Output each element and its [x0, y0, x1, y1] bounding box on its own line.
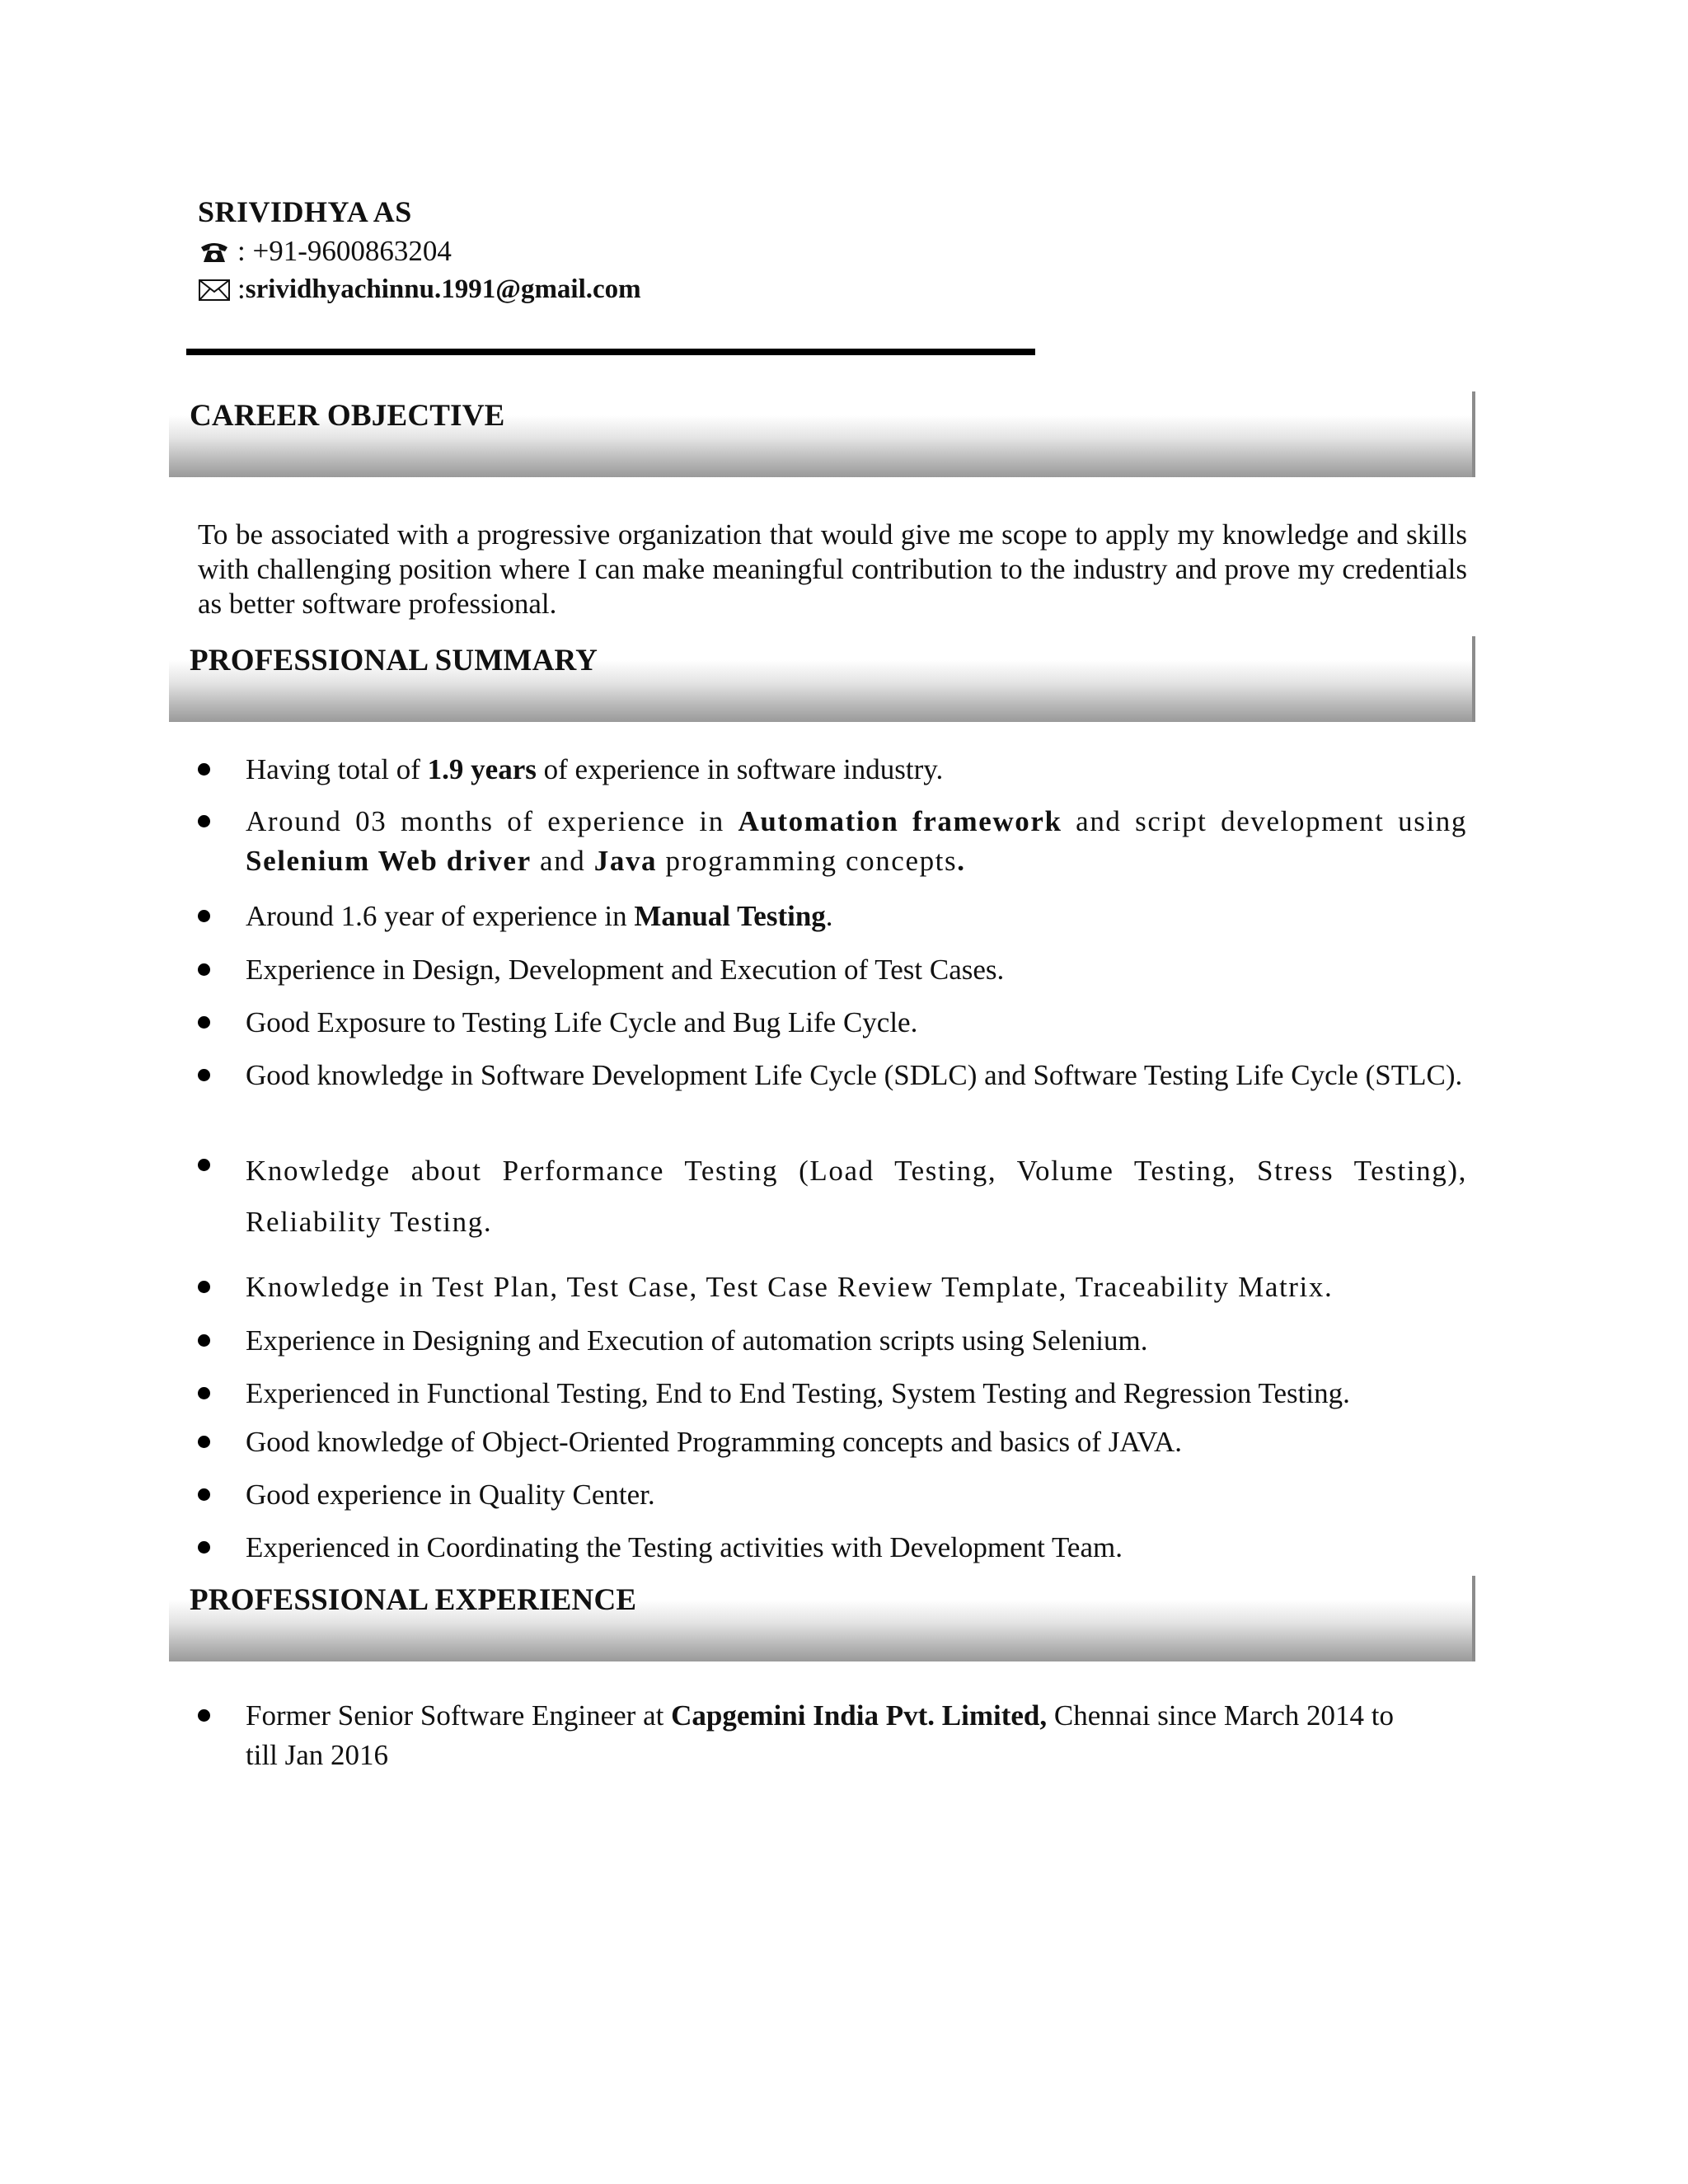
section-title: CAREER OBJECTIVE — [190, 399, 505, 433]
list-item: Former Senior Software Engineer at Capgemini India Pvt. Limited, Chennai since March 2014 to till Jan 2016 — [198, 1696, 1467, 1775]
bullet-icon — [198, 1541, 210, 1554]
list-item: Around 03 months of experience in Automation framework and script development using Selenium Web driver and Java programming concepts. — [198, 802, 1467, 881]
list-item: Good experience in Quality Center. — [198, 1475, 1467, 1515]
list-item: Experience in Design, Development and Execution of Test Cases. — [198, 950, 1467, 990]
bullet-icon — [198, 910, 210, 922]
bullet-icon — [198, 763, 210, 776]
section-title: PROFESSIONAL SUMMARY — [190, 644, 598, 677]
career-objective-text: To be associated with a progressive organization that would give me scope to apply my knowledge and skills with challenging position where I can make meaningful contribution to the industry and prove my credentials as better software professional. — [198, 518, 1467, 620]
bullet-icon — [198, 815, 210, 827]
bullet-icon — [198, 1281, 210, 1293]
bullet-icon — [198, 1334, 210, 1347]
envelope-icon — [198, 275, 231, 303]
bullet-icon — [198, 1069, 210, 1081]
telephone-icon — [198, 237, 231, 265]
bullet-icon — [198, 963, 210, 976]
phone-line — [198, 235, 452, 268]
phone-number: : +91-9600863204 — [237, 235, 452, 267]
list-item: Knowledge about Performance Testing (Load Testing, Volume Testing, Stress Testing), Reliability Testing. — [198, 1146, 1467, 1248]
bullet-icon — [198, 1436, 210, 1448]
list-item: Good knowledge of Object-Oriented Programming concepts and basics of JAVA. — [198, 1422, 1467, 1462]
bullet-icon — [198, 1159, 210, 1171]
bullet-icon — [198, 1488, 210, 1501]
section-title: PROFESSIONAL EXPERIENCE — [190, 1583, 637, 1617]
email-line — [198, 273, 641, 306]
bullet-icon — [198, 1387, 210, 1399]
list-item: Good Exposure to Testing Life Cycle and Bug Life Cycle. — [198, 1003, 1467, 1043]
header-divider — [186, 349, 1035, 355]
list-item: Having total of 1.9 years of experience in software industry. — [198, 750, 1467, 790]
list-item: Experienced in Coordinating the Testing activities with Development Team. — [198, 1528, 1467, 1568]
list-item: Knowledge in Test Plan, Test Case, Test Case Review Template, Traceability Matrix. — [198, 1268, 1467, 1307]
bullet-icon — [198, 1016, 210, 1029]
professional-summary-header — [169, 636, 1475, 722]
list-item: Good knowledge in Software Development Life Cycle (SDLC) and Software Testing Life Cycle (STLC). — [198, 1056, 1467, 1095]
email-prefix: : — [237, 273, 246, 305]
list-item: Experience in Designing and Execution of automation scripts using Selenium. — [198, 1321, 1467, 1361]
list-item: Around 1.6 year of experience in Manual Testing. — [198, 897, 1467, 936]
list-item: Experienced in Functional Testing, End to End Testing, System Testing and Regression Testing. — [198, 1374, 1467, 1413]
candidate-name: SRIVIDHYA AS — [198, 195, 412, 228]
professional-experience-header — [169, 1576, 1475, 1661]
career-objective-header — [169, 391, 1475, 477]
email-address[interactable]: srividhyachinnu.1991@gmail.com — [245, 274, 641, 304]
bullet-icon — [198, 1709, 210, 1722]
